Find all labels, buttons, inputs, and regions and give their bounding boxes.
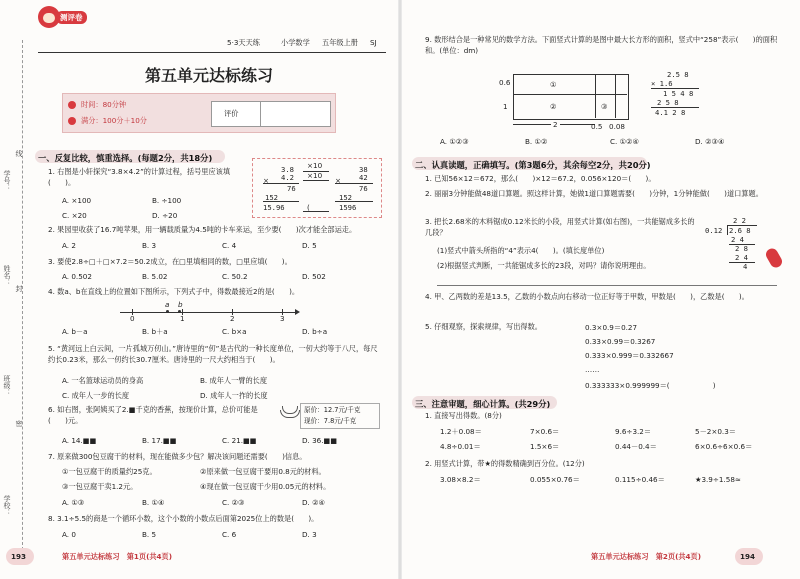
q9-width-3: 0.08 [609, 122, 626, 131]
q1-fig-b3: 76 [359, 184, 368, 193]
q1-opt-d: D. ÷20 [152, 211, 178, 220]
q8: 8. 3.1÷5.5的商是一个循环小数，这个小数的小数点后面第2025位上的数是( )。 [48, 514, 319, 523]
q9-calc-r2: × 1.6 [651, 79, 673, 88]
q7: 7. 原来做300包豆腐干的材料，现在能做多少包？解决该问题还需要( )信息。 [48, 452, 307, 461]
pattern-question: 0.333333×0.999999＝( ) [585, 381, 716, 390]
q4-opt-d: D. b÷a [302, 327, 328, 336]
q9-opt-b: B. ①② [525, 137, 548, 146]
q4-tick-0: 0 [130, 314, 135, 323]
q8-opt-b: B. 5 [142, 530, 157, 539]
q9-circle-1: ① [550, 80, 557, 89]
q1-fig-bracket: ( [307, 203, 310, 212]
section-1-title: 一、反复比较，慎重选择。(每题2分，共18分) [38, 153, 213, 163]
q1-opt-c: C. ×20 [62, 211, 87, 220]
calc-1-item-5: 4.8÷0.01＝ [440, 442, 481, 451]
student-name-label: 姓名： [3, 265, 11, 286]
section-2-title: 二、认真读题，正确填写。(第3题6分，其余每空2分，共20分) [415, 160, 651, 170]
answer-line-1 [437, 285, 777, 286]
fill-1: 1. 已知56×12＝672，那么( )×12＝67.2，0.056×120＝( )。 [425, 174, 656, 183]
fill-2: 2. 丽丽3分钟能做48道口算题。照这样计算，她做1道口算题需要( )分钟，1分钟能做( )道口算题。 [425, 189, 763, 198]
q9-calc-r3: 1 5 4 8 [663, 89, 694, 98]
q4-tick-3: 3 [280, 314, 285, 323]
logo-text: 测评卷 [56, 11, 87, 24]
calc-1-item-2: 7×0.6＝ [530, 427, 560, 436]
q8-opt-c: C. 6 [222, 530, 237, 539]
header-rule [38, 52, 386, 53]
q4-tick-2: 2 [230, 314, 235, 323]
q5: 5. “黄河远上白云间，一片孤城万仞山。”唐诗里的“仞”是古代的一种长度单位，一仞大约等于八尺，每尺约长0.23米，那么一仞约长30.7厘米。唐诗里的一尺大约相当于( )。 [48, 344, 378, 365]
q7-opt-c: C. ②③ [222, 498, 245, 507]
school-label: 学校： [3, 495, 11, 516]
binding-seal-label: 封 [15, 285, 23, 292]
fill-3-division-calc [703, 216, 763, 271]
div-step-3: 2 4 [735, 253, 748, 262]
full-score: 满分：100分＋10分 [81, 116, 147, 125]
left-page-number: 193 [11, 552, 27, 561]
q1-fig-b4: 152 [339, 193, 352, 202]
q9-opt-d: D. ②③④ [695, 137, 725, 146]
calc-1: 1. 直接写出得数。(8分) [425, 411, 502, 420]
q6-price-tag [300, 403, 380, 429]
fill-4: 4. 甲、乙两数的差是13.5，乙数的小数点向右移动一位正好等于甲数，甲数是( )，乙数是( )。 [425, 292, 749, 301]
clock-icon [68, 101, 76, 109]
fill-3: 3. 把长2.68米的木料锯成0.12米长的小段，用竖式计算(如右图)，一共能锯成多长的几段？ [425, 217, 695, 238]
q4-opt-a: A. b－a [62, 327, 88, 336]
q6-opt-a: A. 14.■■ [62, 436, 97, 445]
q1-fig-b2: 42 [359, 173, 368, 182]
div-dividend: 2.6 8 [729, 226, 751, 235]
q1-fig-times-b: × [335, 176, 342, 185]
div-quotient: 2 2 [733, 216, 746, 225]
q9-opt-c: C. ①②④ [610, 137, 639, 146]
q2: 2. 果园里收获了16.7吨苹果，用一辆载质量为4.5吨的卡车来运，至少要( )次才能全部运走。 [48, 225, 357, 234]
q7-opt-b: B. ①④ [142, 498, 165, 507]
q3-opt-a: A. 0.502 [62, 272, 92, 281]
q9-area-figure [499, 70, 635, 132]
q3-opt-d: D. 502 [302, 272, 326, 281]
q4: 4. 数a、b在直线上的位置如下图所示，下列式子中，得数最接近2的是( )。 [48, 287, 300, 296]
calc-1-item-6: 1.5×6＝ [530, 442, 560, 451]
fill-3-part-1: (1)竖式中箭头所指的“4”表示4( )。(填长度单位) [437, 246, 605, 255]
q1-figure [252, 158, 382, 218]
q6-current-price: 现价：7.8元/千克 [304, 417, 357, 425]
q3-opt-c: C. 50.2 [222, 272, 248, 281]
q4-arrow-head [295, 309, 300, 315]
q1-fig-arrow1 [303, 171, 329, 172]
left-footer-bar [0, 548, 395, 566]
q9-calc-r4: 2 5 8 [657, 98, 679, 107]
div-remainder: 4 [743, 262, 748, 271]
q1-fig-a1: 3.8 [281, 165, 294, 174]
page-title: 第五单元达标练习 [145, 66, 274, 85]
q1-fig-times-a: × [263, 176, 270, 185]
binding-margin [0, 0, 30, 579]
q6: 6. 如右图，张阿姨买了2.■千克的香蕉，按现价计算，总价可能是( )元。 [48, 405, 258, 426]
info-box [62, 93, 336, 133]
q2-opt-d: D. 5 [302, 241, 317, 250]
q3-opt-b: B. 5.02 [142, 272, 168, 281]
q1-fig-b5: 1596 [339, 203, 357, 212]
q4-tick-1: 1 [180, 314, 185, 323]
q1: 1. 右图是小轩探究“3.8×4.2”的计算过程，括号里应该填( )。 [48, 167, 231, 188]
calc-2-item-4: ★3.9÷1.58≈ [695, 475, 741, 484]
q1-fig-arrow3 [303, 211, 329, 212]
calc-2: 2. 用竖式计算，带★的得数精确到百分位。(12分) [425, 459, 585, 468]
q4-label-a: a [165, 300, 170, 309]
q9-calc-r5: 4.1 2 8 [655, 108, 686, 117]
q7-opt-a: A. ①③ [62, 498, 85, 507]
q2-opt-c: C. 4 [222, 241, 237, 250]
q7-info-3: ③一包豆腐干卖1.2元。 [62, 482, 138, 491]
q6-opt-d: D. 36.■■ [302, 436, 338, 445]
calc-2-item-1: 3.08×8.2＝ [440, 475, 481, 484]
q9-width-1: 2 [553, 120, 558, 129]
edition-label: SJ [370, 38, 377, 47]
pencil-icon [764, 246, 784, 269]
binding-secret-label: 密 [15, 420, 23, 427]
rating-label: 评价 [224, 109, 239, 118]
left-footer-text: 第五单元达标练习 第1页(共4页) [62, 552, 173, 561]
calc-1-item-1: 1.2＋0.08＝ [440, 427, 482, 436]
q8-opt-d: D. 3 [302, 530, 317, 539]
pattern-ellipsis: …… [585, 365, 600, 374]
calc-1-item-7: 0.44－0.4＝ [615, 442, 657, 451]
q1-opt-b: B. ÷100 [152, 196, 182, 205]
pattern-2: 0.33×0.99＝0.3267 [585, 337, 656, 346]
q1-fig-arrow2 [303, 180, 329, 181]
fill-5: 5. 仔细观察，探索规律，写出得数。 [425, 322, 542, 331]
div-step-1: 2 4 [731, 235, 744, 244]
q6-opt-c: C. 21.■■ [222, 436, 257, 445]
rating-box [211, 101, 331, 127]
q1-fig-a2: 4.2 [281, 173, 294, 182]
q4-label-b: b [178, 300, 183, 309]
q7-info-4: ④现在做一包豆腐干少用0.05元的材料。 [200, 482, 331, 491]
q1-opt-a: A. ×100 [62, 196, 92, 205]
q7-info-1: ①一包豆腐干的质量约25克。 [62, 467, 157, 476]
q4-number-line [120, 300, 300, 322]
calc-1-item-8: 6×0.6÷6×0.6＝ [695, 442, 753, 451]
calc-2-item-2: 0.055×0.76＝ [530, 475, 580, 484]
q1-fig-a5: 15.96 [263, 203, 285, 212]
q1-fig-a4: 152 [265, 193, 278, 202]
div-divisor: 0.12 [705, 226, 723, 235]
series-label: 5·3天天练 [227, 38, 260, 47]
q9: 9. 数形结合是一种常见的数学方法。下面竖式计算的是图中最大长方形的面积，竖式中“258”表示( )的面积和。(单位：dm) [425, 35, 778, 56]
calc-2-item-3: 0.115÷0.46＝ [615, 475, 665, 484]
q6-opt-b: B. 17.■■ [142, 436, 177, 445]
q5-opt-a: A. 一名篮球运动员的身高 [62, 376, 144, 385]
q9-vertical-calc [645, 70, 705, 122]
q7-opt-d: D. ②④ [302, 498, 325, 507]
right-footer-bar [405, 548, 800, 566]
q1-fig-b1: 38 [359, 165, 368, 174]
binding-line-label: 线 [15, 150, 23, 157]
q5-opt-d: D. 成年人一拃的长度 [200, 391, 268, 400]
section-3-title: 三、注意审题，细心计算。(共29分) [415, 399, 551, 409]
q4-opt-b: B. b＋a [142, 327, 168, 336]
q2-opt-b: B. 3 [142, 241, 157, 250]
q1-fig-mult1: ×10 [307, 161, 323, 170]
q2-opt-a: A. 2 [62, 241, 76, 250]
q3: 3. 要使2.8÷□＋□×7.2＝50.2成立，在□里填相同的数，□里应填( )。 [48, 257, 292, 266]
right-page-number: 194 [740, 552, 756, 561]
right-footer-text: 第五单元达标练习 第2页(共4页) [591, 552, 702, 561]
q4-opt-c: C. b×a [222, 327, 247, 336]
q9-circle-2: ② [550, 102, 557, 111]
q9-calc-r1: 2.5 8 [667, 70, 689, 79]
q9-height-1: 0.6 [499, 78, 511, 87]
page-divider [398, 0, 402, 579]
q8-opt-a: A. 0 [62, 530, 76, 539]
fill-3-part-2: (2)根据竖式判断，一共能锯成多长的23段，对吗？请你说明理由。 [437, 261, 651, 270]
q1-fig-a3: 76 [287, 184, 296, 193]
calc-1-item-4: 5－2×0.3＝ [695, 427, 736, 436]
q9-opt-a: A. ①②③ [440, 137, 469, 146]
subject-label: 小学数学 [281, 38, 310, 47]
q1-fig-mult2: ×10 [307, 171, 323, 180]
q7-info-2: ②原来做一包豆腐干要用0.8元的材料。 [200, 467, 326, 476]
banana-icon [278, 404, 300, 422]
q5-opt-b: B. 成年人一臂的长度 [200, 376, 268, 385]
pattern-1: 0.3×0.9＝0.27 [585, 323, 638, 332]
binding-dashed-line [22, 40, 23, 560]
q9-height-2: 1 [503, 102, 508, 111]
pattern-3: 0.333×0.999＝0.332667 [585, 351, 674, 360]
check-icon [68, 117, 76, 125]
logo [38, 6, 96, 28]
q9-circle-3: ③ [601, 102, 608, 111]
div-step-2: 2 8 [735, 244, 748, 253]
calc-1-item-3: 9.6÷3.2＝ [615, 427, 652, 436]
q6-original-price: 原价：12.7元/千克 [304, 406, 361, 414]
time-limit: 时间：80分钟 [81, 100, 127, 109]
student-id-label: 学号： [3, 170, 11, 191]
q5-opt-c: C. 成年人一步的长度 [62, 391, 130, 400]
grade-label: 五年级上册 [322, 38, 358, 47]
class-label: 班级： [3, 375, 11, 396]
q9-width-2: 0.5 [591, 122, 603, 131]
